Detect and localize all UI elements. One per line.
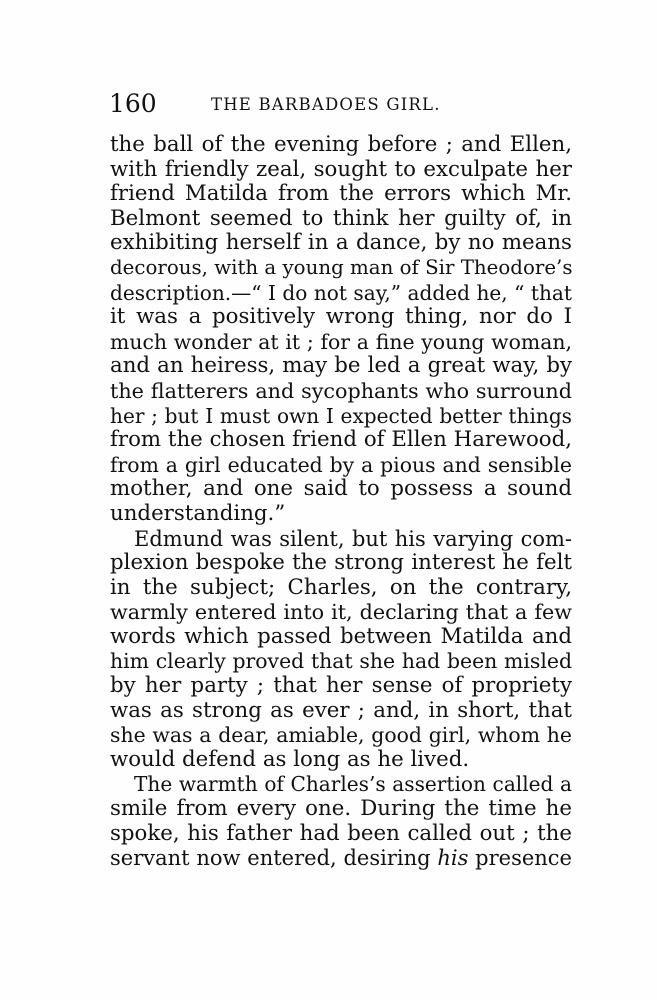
text-line: would defend as long as he lived. [110,746,470,772]
text-line: plexion bespoke the strong interest he felt [110,550,572,576]
text-line: from the chosen friend of Ellen Harewood, [110,427,572,453]
final-line-end: presence [468,846,572,871]
paragraph-start-line: The warmth of Charles’s assertion called a [134,772,572,797]
text-line: words which passed between Matilda and [110,623,572,649]
text-line: spoke, his father had been called out ; the [110,820,572,846]
text-line: much wonder at it ; for a fine young woman, [110,329,572,354]
text-line: she was a dear, amiable, good girl, whom he [110,723,572,748]
body-text [110,133,572,871]
text-line: was as strong as ever ; and, in short, that [110,697,572,723]
text-line: the ball of the evening before ; and Ellen, [110,132,572,157]
page-header [109,89,569,119]
text-line: him clearly proved that she had been misled [110,649,572,674]
text-line: decorous, with a young man of Sir Theodore’s [110,255,573,279]
text-line: in the subject; Charles, on the contrary, [110,574,572,600]
text-line: description.—“ I do not say,” added he, “ that [110,280,572,305]
italic-word: his [437,846,469,871]
paragraph-start-line: Edmund was silent, but his varying com- [134,526,572,551]
text-line: warmly entered into it, declaring that a few [110,600,572,625]
text-line: Belmont seemed to think her guilty of, in [110,205,572,231]
text-line: smile from every one. During the time he [110,796,572,822]
text-line: it was a positively wrong thing, nor do I [110,304,572,330]
text-line: her ; but I must own I expected better things [110,403,572,428]
final-text-line [110,846,572,871]
running-head: THE BARBADOES GIRL. [211,95,441,114]
text-line: the flatterers and sycophants who surround [110,378,572,403]
text-line: by her party ; that her sense of propriety [110,673,572,699]
text-line: from a girl educated by a pious and sensible [110,452,572,477]
text-line: friend Matilda from the errors which Mr. [110,181,572,207]
text-line: with friendly zeal, sought to exculpate her [110,156,572,182]
text-line: exhibiting herself in a dance, by no means [110,230,572,256]
page-number: 160 [109,89,157,118]
text-line: mother, and one said to possess a sound [110,476,572,502]
text-line: and an heiress, may be led a great way, by [110,353,572,379]
final-line-start: servant now entered, desiring [110,846,438,871]
text-line: understanding.” [110,500,286,526]
